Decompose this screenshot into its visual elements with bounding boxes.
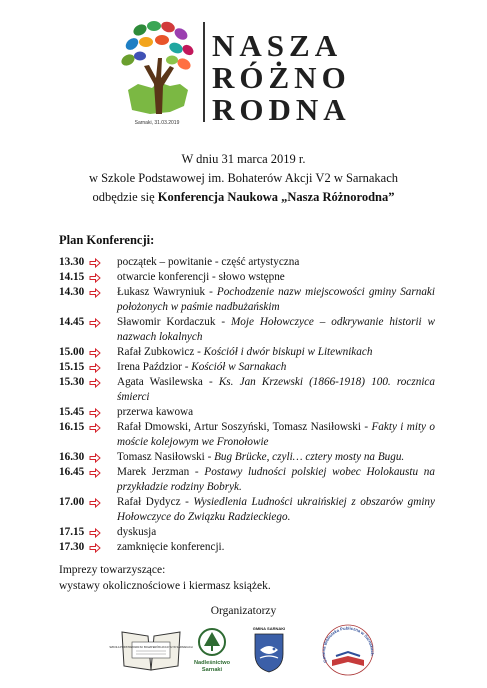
program-speaker: Agata Wasilewska - <box>117 376 219 388</box>
program-item <box>59 345 435 360</box>
program-time: 16.15 <box>59 421 85 433</box>
program-time: 15.45 <box>59 406 85 418</box>
intro-line-3-prefix: odbędzie się <box>92 190 158 204</box>
program-item <box>59 450 435 465</box>
program-speaker: Marek Jerzman - <box>117 466 205 478</box>
arrow-right-icon <box>89 468 101 478</box>
program-text <box>117 255 435 270</box>
program-time: 16.30 <box>59 451 85 463</box>
program-speaker: przerwa kawowa <box>117 406 194 418</box>
program-time: 14.15 <box>59 271 85 283</box>
header <box>0 0 487 140</box>
program-time: 17.00 <box>59 496 85 508</box>
program-text <box>117 495 435 525</box>
school-logo-text: SZKOŁA PODSTAWOWA IM. BOHATERÓW AKCJI V2 W SARNAKACH <box>109 646 193 649</box>
arrow-right-icon <box>89 273 101 283</box>
organizers-title: Organizatorzy <box>210 605 277 617</box>
intro-line-3 <box>0 188 487 207</box>
program-text <box>117 450 435 465</box>
gmina-crest-logo <box>250 624 288 674</box>
program-speaker: Sławomir Kordaczuk - <box>117 316 231 328</box>
gmina-label: GMINA SARNAKI <box>252 626 286 631</box>
program-speaker: początek – powitanie - część artystyczna <box>117 256 300 268</box>
program-text <box>117 540 435 555</box>
program-topic: Pochodzenie nazw miejscowości gminy Sarnaki położonych w paśmie nadbużańskim <box>117 286 436 313</box>
program-text <box>117 345 435 360</box>
arrow-right-icon <box>89 348 101 358</box>
program-topic: Bug Brücke, czyli… cztery mosty na Bugu. <box>214 451 405 463</box>
arrow-right-icon <box>89 288 101 298</box>
program-topic: Wysiedlenia Ludności ukraińskiej z obszarów gminy Hołowczyce do Związku Radzieckiego. <box>117 496 435 523</box>
program-speaker: Irena Paździor - <box>117 361 192 373</box>
arrow-right-icon <box>89 453 101 463</box>
intro <box>0 150 487 207</box>
tree-logo <box>118 18 196 128</box>
accompanying-events <box>59 562 271 594</box>
program-speaker: zamknięcie konferencji. <box>117 541 225 553</box>
program-time: 15.00 <box>59 346 85 358</box>
arrow-right-icon <box>89 423 101 433</box>
program-speaker: otwarcie konferencji - słowo wstępne <box>117 271 285 283</box>
program-speaker: Tomasz Nasiłowski - <box>117 451 215 463</box>
program-topic: Moje Hołowczyce – odkrywanie historii w nazwach lokalnych <box>117 316 436 343</box>
program-time: 15.30 <box>59 376 85 388</box>
program-time: 17.15 <box>59 526 85 538</box>
program-list <box>59 255 435 555</box>
program-speaker: Rafał Zubkowicz - <box>117 346 204 358</box>
program-item <box>59 495 435 525</box>
program-item <box>59 465 435 495</box>
program-item <box>59 375 435 405</box>
program-item <box>59 270 435 285</box>
program-speaker: Łukasz Wawryniuk - <box>117 286 217 298</box>
program-text <box>117 405 435 420</box>
program-time: 16.45 <box>59 466 85 478</box>
program-text <box>117 465 435 495</box>
forest-label-1: Nadleśnictwo <box>193 660 231 666</box>
arrow-right-icon <box>89 498 101 508</box>
library-logo <box>318 622 378 678</box>
program-text <box>117 375 435 405</box>
program-text <box>117 315 435 345</box>
title-line-3: RODNA <box>212 92 351 127</box>
program-topic: Kościół w Sarnakach <box>191 361 287 373</box>
intro-line-2: w Szkole Podstawowej im. Bohaterów Akcji V2 w Sarnakach <box>88 171 399 185</box>
title-separator <box>203 22 205 122</box>
program-time: 17.30 <box>59 541 85 553</box>
program-text <box>117 420 435 450</box>
forest-label-2: Sarnaki <box>201 667 223 673</box>
program-speaker: dyskusja <box>117 526 157 538</box>
arrow-right-icon <box>89 258 101 268</box>
program-text <box>117 270 435 285</box>
program-time: 15.15 <box>59 361 85 373</box>
program-item <box>59 405 435 420</box>
program-topic: Postawy ludności polskiej wobec Holokaustu na przykładzie rodziny Bobryk. <box>117 466 435 493</box>
program-item <box>59 285 435 315</box>
title-line-2: RÓŻNO <box>212 60 351 95</box>
program-topic: Ks. Jan Krzewski (1866-1918) 100. rocznica śmierci <box>117 376 435 403</box>
intro-line-1: W dniu 31 marca 2019 r. <box>181 152 306 166</box>
arrow-right-icon <box>89 318 101 328</box>
plan-title: Plan Konferencji: <box>59 233 155 247</box>
title-line-1: NASZA <box>212 28 343 63</box>
arrow-right-icon <box>89 408 101 418</box>
program-time: 14.30 <box>59 286 85 298</box>
program-text <box>117 285 435 315</box>
program-time: 13.30 <box>59 256 85 268</box>
conference-name: Konferencja Naukowa „Nasza Różnorodna” <box>157 190 395 204</box>
extra-line-1: Imprezy towarzyszące: <box>59 564 166 576</box>
extra-line-2: wystawy okolicznościowe i kiermasz książek. <box>59 580 271 592</box>
program-item <box>59 420 435 450</box>
program-text <box>117 525 435 540</box>
school-logo <box>109 626 193 674</box>
program-item <box>59 255 435 270</box>
logo-caption: Sarnaki, 31.03.2019 <box>134 120 180 126</box>
program-speaker: Rafał Dydycz - <box>117 496 194 508</box>
program-speaker: Rafał Dmowski, Artur Soszyński, Tomasz Nasiłowski - <box>117 421 372 433</box>
program-item <box>59 540 435 555</box>
program-text <box>117 360 435 375</box>
program-item <box>59 525 435 540</box>
arrow-right-icon <box>89 528 101 538</box>
arrow-right-icon <box>89 543 101 553</box>
arrow-right-icon <box>89 378 101 388</box>
program-topic: Kościół i dwór biskupi w Litewnikach <box>203 346 373 358</box>
program-time: 14.45 <box>59 316 85 328</box>
arrow-right-icon <box>89 363 101 373</box>
program-item <box>59 360 435 375</box>
program-item <box>59 315 435 345</box>
program-topic: Fakty i mity o moście kolejowym we Fronołowie <box>117 421 435 448</box>
library-arc-text: Gminna Biblioteka Publiczna w Sarnakach <box>320 625 376 664</box>
forest-district-logo <box>192 626 232 678</box>
